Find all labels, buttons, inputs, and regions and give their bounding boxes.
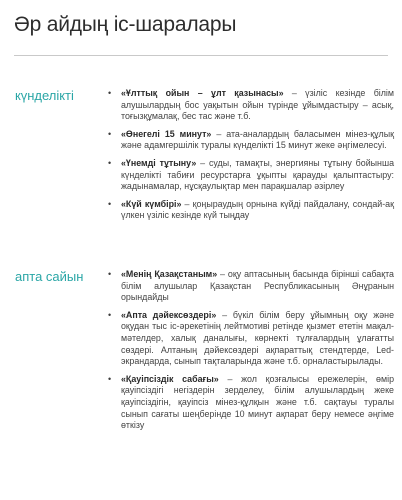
list-item [107, 310, 394, 368]
bullet-icon: • [108, 88, 112, 98]
item-text: – үзіліс кезінде білім алушылардың бос уақытын ойын түрінде ұйымдастыру – асық, тоғызқұмалақ, бес тас және т.б. [121, 88, 394, 122]
bullet-icon: • [108, 309, 112, 320]
bullet-icon: • [108, 269, 112, 279]
item-text: – оқу аптасының басында бірінші сабақта білім алушылар Қазақстан Республикасының Әнұранын орындайды [121, 269, 394, 303]
item-heading: «Қауіпсіздік сабағы» [121, 373, 219, 384]
item-heading: «Күй күмбірі» [121, 198, 182, 209]
list-item [107, 374, 394, 432]
list-item [107, 269, 394, 304]
list-item [107, 88, 394, 123]
list-item [107, 129, 394, 152]
item-heading: «Өнегелі 15 минут» [121, 128, 212, 139]
title-divider [14, 55, 388, 56]
daily-items-list [107, 88, 394, 228]
list-item [107, 158, 394, 193]
item-text: – бүкіл білім беру ұйымның оқу және оқудан тыс іс-әрекетінің лейтмотиві ретінде қызмет ететін мақал-мәтелдер, халық даналығы, көрнекті тұлғалардың ұлағатты сөздері. Алтаның дәйексөздері ақпараттық стендтерде, Led-экрандарда, сынып тақталарында және т.б. орналастырылады. [121, 309, 394, 367]
list-item [107, 199, 394, 222]
bullet-icon: • [108, 157, 112, 168]
section-label-daily: күнделікті [15, 88, 74, 103]
weekly-items-list [107, 269, 394, 438]
item-heading: «Апта дәйексөздері» [121, 309, 217, 320]
section-label-weekly: апта сайын [15, 269, 84, 284]
bullet-icon: • [108, 128, 112, 139]
item-heading: «Үнемді тұтыну» [121, 157, 197, 168]
item-text: – суды, тамақты, энергияны тұтыну бойынша күнделікті табиғи ресурстарға ұқыпты қарауды қалыптастыру: жадынамалар, нұсқаулықтар мен парақшалар әзірлеу [121, 157, 394, 192]
item-text: – жол қозғалысы ережелерін, өмір қауіпсіздігі негіздерін зерделеу, білім алушылардың жеке қауіпсіздігін, қауіпсіз мінез-құлқын және т.б. сақтауы туралы сынып сағаты шеңберінде 10 минут ақпарат беру немесе әңгіме өткізу [121, 373, 395, 431]
page-title: Әр айдың іс-шаралары [14, 13, 237, 36]
bullet-icon: • [108, 198, 112, 209]
bullet-icon: • [108, 373, 112, 384]
item-heading: «Ұлттық ойын – ұлт қазынасы» [121, 88, 284, 98]
item-heading: «Менің Қазақстаным» [121, 269, 218, 279]
item-text: – қоңыраудың орнына күйді пайдалану, сондай-ақ үлкен үзіліс кезінде күй тыңдау [121, 198, 394, 221]
item-text: – ата-аналардың баласымен мінез-құлық және адамгершілік туралы күнделікті 15 минут жеке әңгімелесуі. [121, 128, 394, 151]
